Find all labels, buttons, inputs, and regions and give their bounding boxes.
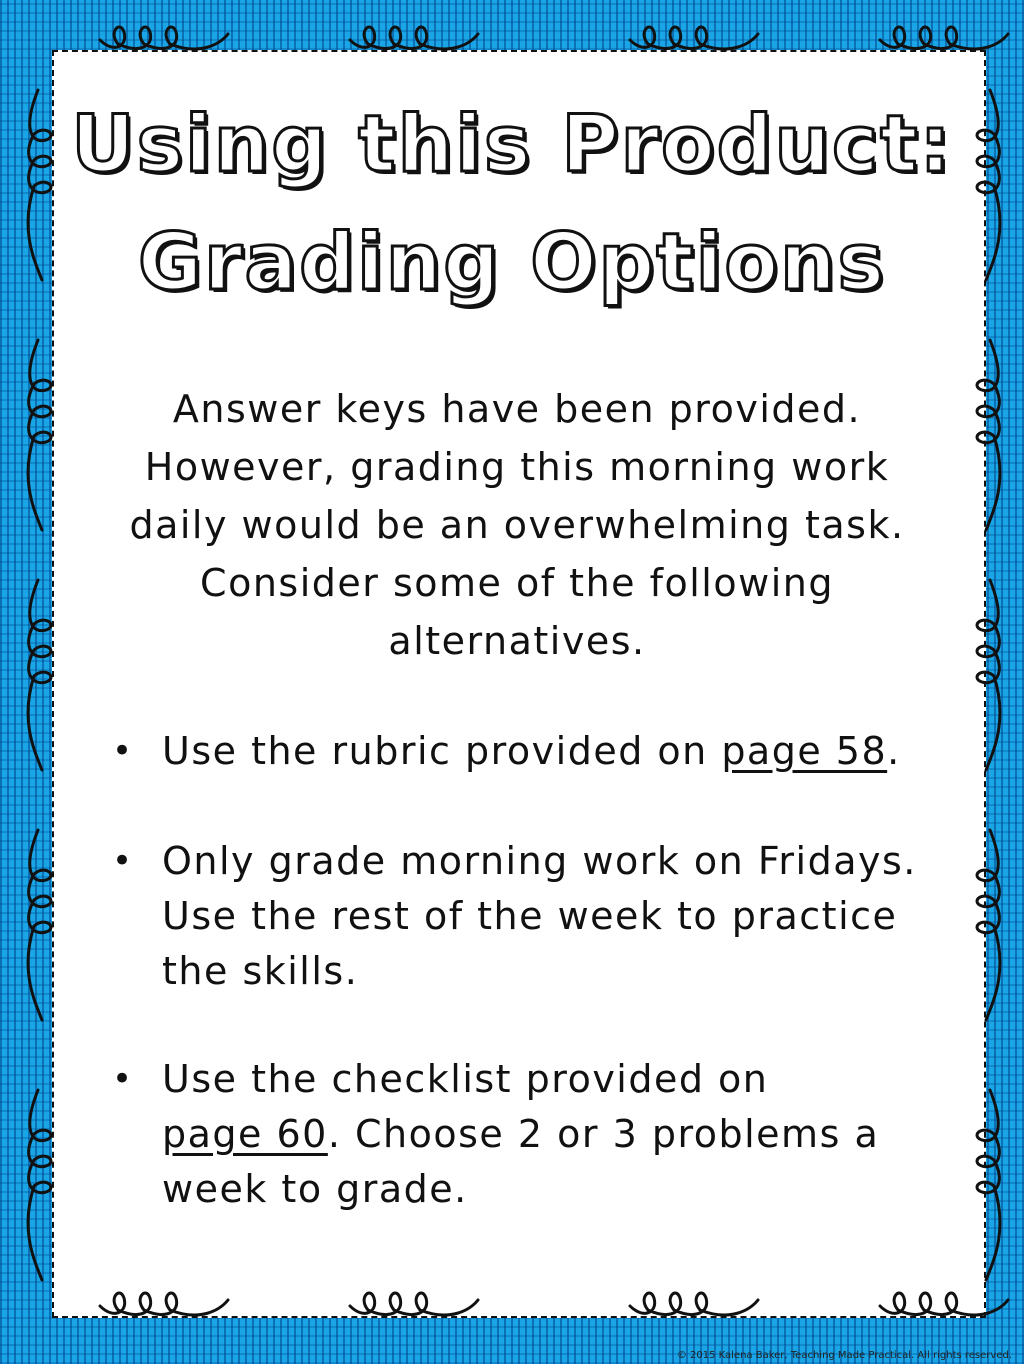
squiggle-icon: [630, 1293, 758, 1315]
squiggle-icon: [100, 1293, 228, 1315]
squiggle-icon: [977, 340, 1000, 530]
squiggle-icon: [28, 340, 51, 530]
squiggle-icon: [977, 830, 1000, 1020]
bullet-text: Use the checklist provided on: [162, 1057, 769, 1101]
title-line-1: Using this Product:: [71, 100, 953, 190]
bullet-text: Use the rubric provided on: [162, 729, 722, 773]
list-item: [112, 724, 922, 779]
bullet-text: .: [887, 729, 901, 773]
squiggle-icon: [880, 1293, 1008, 1315]
bullet-text: week to grade.: [162, 1167, 468, 1211]
page-reference-link[interactable]: page 58: [721, 729, 888, 773]
bullet-marker: •: [112, 841, 134, 881]
title-line-2: Grading Options: [138, 218, 886, 308]
squiggle-icon: [28, 580, 51, 770]
squiggle-icon: [977, 1090, 1000, 1280]
bullet-marker: •: [112, 731, 134, 771]
squiggle-icon: [350, 1293, 478, 1315]
bullet-text: . Choose 2 or 3 problems a: [327, 1112, 880, 1156]
page-reference-link[interactable]: page 60: [162, 1112, 328, 1156]
intro-paragraph: [100, 380, 934, 670]
intro-line: alternatives.: [388, 619, 646, 663]
copyright-footer: © 2015 Kalena Baker, Teaching Made Practical. All rights reserved.: [676, 1350, 1012, 1361]
squiggle-icon: [100, 27, 228, 49]
intro-line: Consider some of the following: [200, 561, 834, 605]
bullet-marker: •: [112, 1059, 134, 1099]
bullet-text: the skills.: [162, 949, 359, 993]
squiggle-icon: [880, 27, 1008, 49]
list-item: [112, 834, 922, 999]
page-title: [0, 86, 1024, 322]
squiggle-icon: [350, 27, 478, 49]
squiggle-icon: [28, 1090, 51, 1280]
list-item: [112, 1052, 922, 1217]
squiggle-icon: [977, 580, 1000, 770]
intro-line: daily would be an overwhelming task.: [129, 503, 905, 547]
intro-line: However, grading this morning work: [144, 445, 890, 489]
bullet-text: Only grade morning work on Fridays.: [162, 839, 917, 883]
intro-line: Answer keys have been provided.: [172, 387, 862, 431]
bullet-text: Use the rest of the week to practice: [162, 894, 898, 938]
squiggle-icon: [28, 830, 51, 1020]
squiggle-icon: [630, 27, 758, 49]
